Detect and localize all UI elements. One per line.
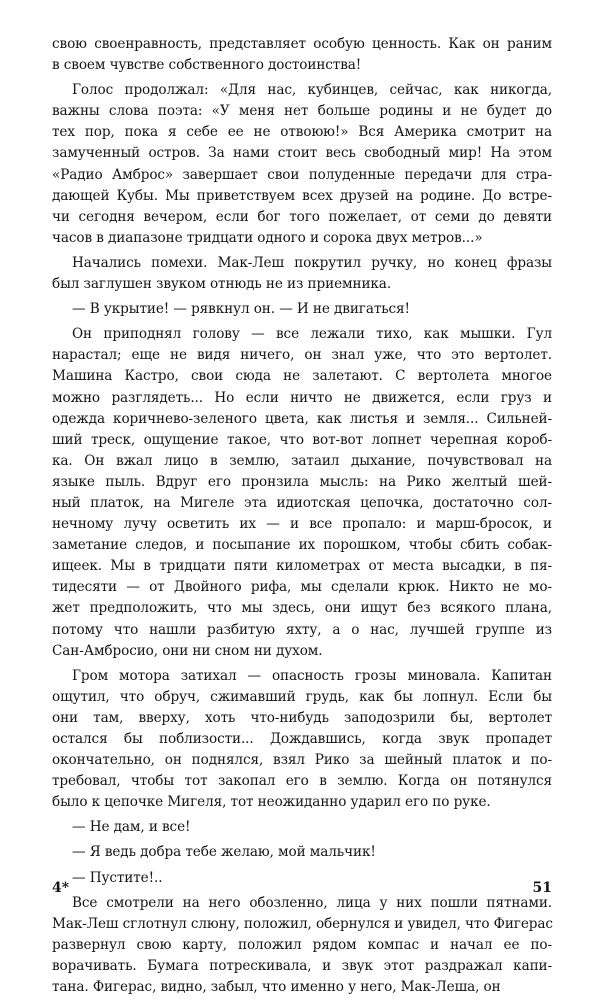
paragraph bbox=[52, 34, 552, 76]
text-line: в своем чувстве собственного достоинства! bbox=[52, 57, 362, 74]
text-line: языке пыль. Вдруг его пронзила мысль: на Рико желтый шей- bbox=[52, 473, 552, 490]
page-number: 51 bbox=[532, 880, 552, 896]
text-line: ный платок, на Мигеле эта идиотская цепочка, достаточно сол- bbox=[52, 494, 552, 511]
text-line: — Пустите!.. bbox=[72, 869, 163, 886]
text-line: дающей Кубы. Мы приветствуем всех друзей на родине. До встре- bbox=[52, 187, 552, 204]
text-line: ка. Он вжал лицо в землю, затаил дыхание, почувствовал на bbox=[52, 452, 552, 469]
printer-signature: 4* bbox=[52, 880, 70, 896]
text-line: Голос продолжал: «Для нас, кубинцев, сейчас, как никогда, bbox=[72, 82, 552, 99]
page-footer bbox=[52, 880, 552, 904]
text-line: тана. Фигерас, видно, забыл, что именно у него, Мак-Леша, он bbox=[52, 979, 501, 996]
paragraph bbox=[52, 299, 552, 320]
text-line: чи сегодня вечером, если бог того пожелает, от семи до девяти bbox=[52, 208, 552, 225]
text-line: Сан-Амбросио, они ни сном ни духом. bbox=[52, 642, 323, 659]
text-line: Машина Кастро, свои сюда не залетают. С вертолета многое bbox=[52, 368, 552, 385]
text-line: было к цепочке Мигеля, тот неожиданно ударил его по руке. bbox=[52, 794, 491, 811]
text-line: заметание следов, и посыпание их порошком, чтобы сбить собак- bbox=[52, 537, 552, 554]
text-line: ший треск, ощущение такое, что вот-вот лопнет черепная короб- bbox=[52, 431, 552, 448]
text-line: окончательно, он поднялся, взял Рико за шейный платок и по- bbox=[52, 752, 552, 769]
text-line: требовал, чтобы тот закопал его в землю. Когда он потянулся bbox=[52, 773, 552, 790]
text-line: — В укрытие! — рявкнул он. — И не двигаться! bbox=[72, 301, 410, 318]
text-line: — Я ведь добра тебе желаю, мой мальчик! bbox=[72, 844, 376, 861]
text-line: свою своенравность, представляет особую ценность. Как он раним bbox=[52, 36, 552, 52]
text-line: важны слова поэта: «У меня нет больше родины и не будет до bbox=[52, 103, 552, 120]
paragraph bbox=[52, 666, 552, 814]
text-line: нечному лучу осветить их — и все пропало: и марш-бросок, и bbox=[52, 516, 552, 533]
text-line: развернул свою карту, положил рядом компас и начал ее по- bbox=[52, 936, 552, 953]
body-text bbox=[52, 34, 552, 1002]
text-line: потому что нашли разбитую яхту, а о нас, лучшей группе из bbox=[52, 621, 552, 638]
text-line: Начались помехи. Мак-Леш покрутил ручку, но конец фразы bbox=[72, 254, 552, 271]
text-line: ищеек. Мы в тридцати пяти километрах от места высадки, в пя- bbox=[52, 558, 552, 575]
paragraph bbox=[52, 324, 552, 662]
text-line: «Радио Амброс» завершает свои полуденные передачи для стра- bbox=[52, 166, 552, 183]
text-line: одежда коричнево-зеленого цвета, как листья и земля... Сильней- bbox=[52, 410, 552, 427]
text-line: тидесяти — от Двойного рифа, мы сделали крюк. Никто не мо- bbox=[52, 579, 552, 596]
paragraph bbox=[52, 817, 552, 838]
text-line: Гром мотора затихал — опасность грозы миновала. Капитан bbox=[72, 667, 552, 684]
text-line: остался бы поблизости... Дождавшись, когда звук пропадет bbox=[52, 731, 552, 747]
text-line: Он приподнял голову — все лежали тихо, как мышки. Гул bbox=[72, 326, 552, 343]
text-line: ощутил, что обруч, сжимавший грудь, как бы лопнул. Если бы bbox=[52, 688, 552, 705]
text-line: — Не дам, и все! bbox=[72, 819, 191, 836]
text-line: они там, вверху, хоть что-нибудь заподозрили бы, вертолет bbox=[52, 709, 552, 726]
text-line: можно разглядеть... Но если ничто не движется, если груз и bbox=[52, 389, 552, 406]
text-line: Все смотрели на него обозленно, лица у них пошли пятнами. bbox=[72, 894, 552, 911]
text-line: часов в диапазоне тридцати одного и сорока двух метров...» bbox=[52, 229, 483, 246]
text-line: жет предположить, что мы здесь, они ищут без всякого плана, bbox=[52, 600, 552, 617]
paragraph bbox=[52, 80, 552, 249]
text-line: тех пор, пока я себе ее не отвоюю!» Вся Америка смотрит на bbox=[52, 124, 552, 141]
text-line: замученный остров. За нами стоит весь свободный мир! На этом bbox=[52, 145, 552, 162]
text-line: нарастал; еще не видя ничего, он знал уже, что это вертолет. bbox=[52, 347, 552, 364]
text-line: был заглушен звуком отнюдь не из приемника. bbox=[52, 276, 392, 293]
paragraph bbox=[52, 842, 552, 863]
paragraph bbox=[52, 253, 552, 295]
text-line: ворачивать. Бумага потрескивала, и звук этот раздражал капи- bbox=[52, 957, 552, 974]
text-line: Мак-Леш сглотнул слюну, положил, обернулся и увидел, что Фигерас bbox=[52, 915, 553, 932]
paragraph bbox=[52, 893, 552, 998]
